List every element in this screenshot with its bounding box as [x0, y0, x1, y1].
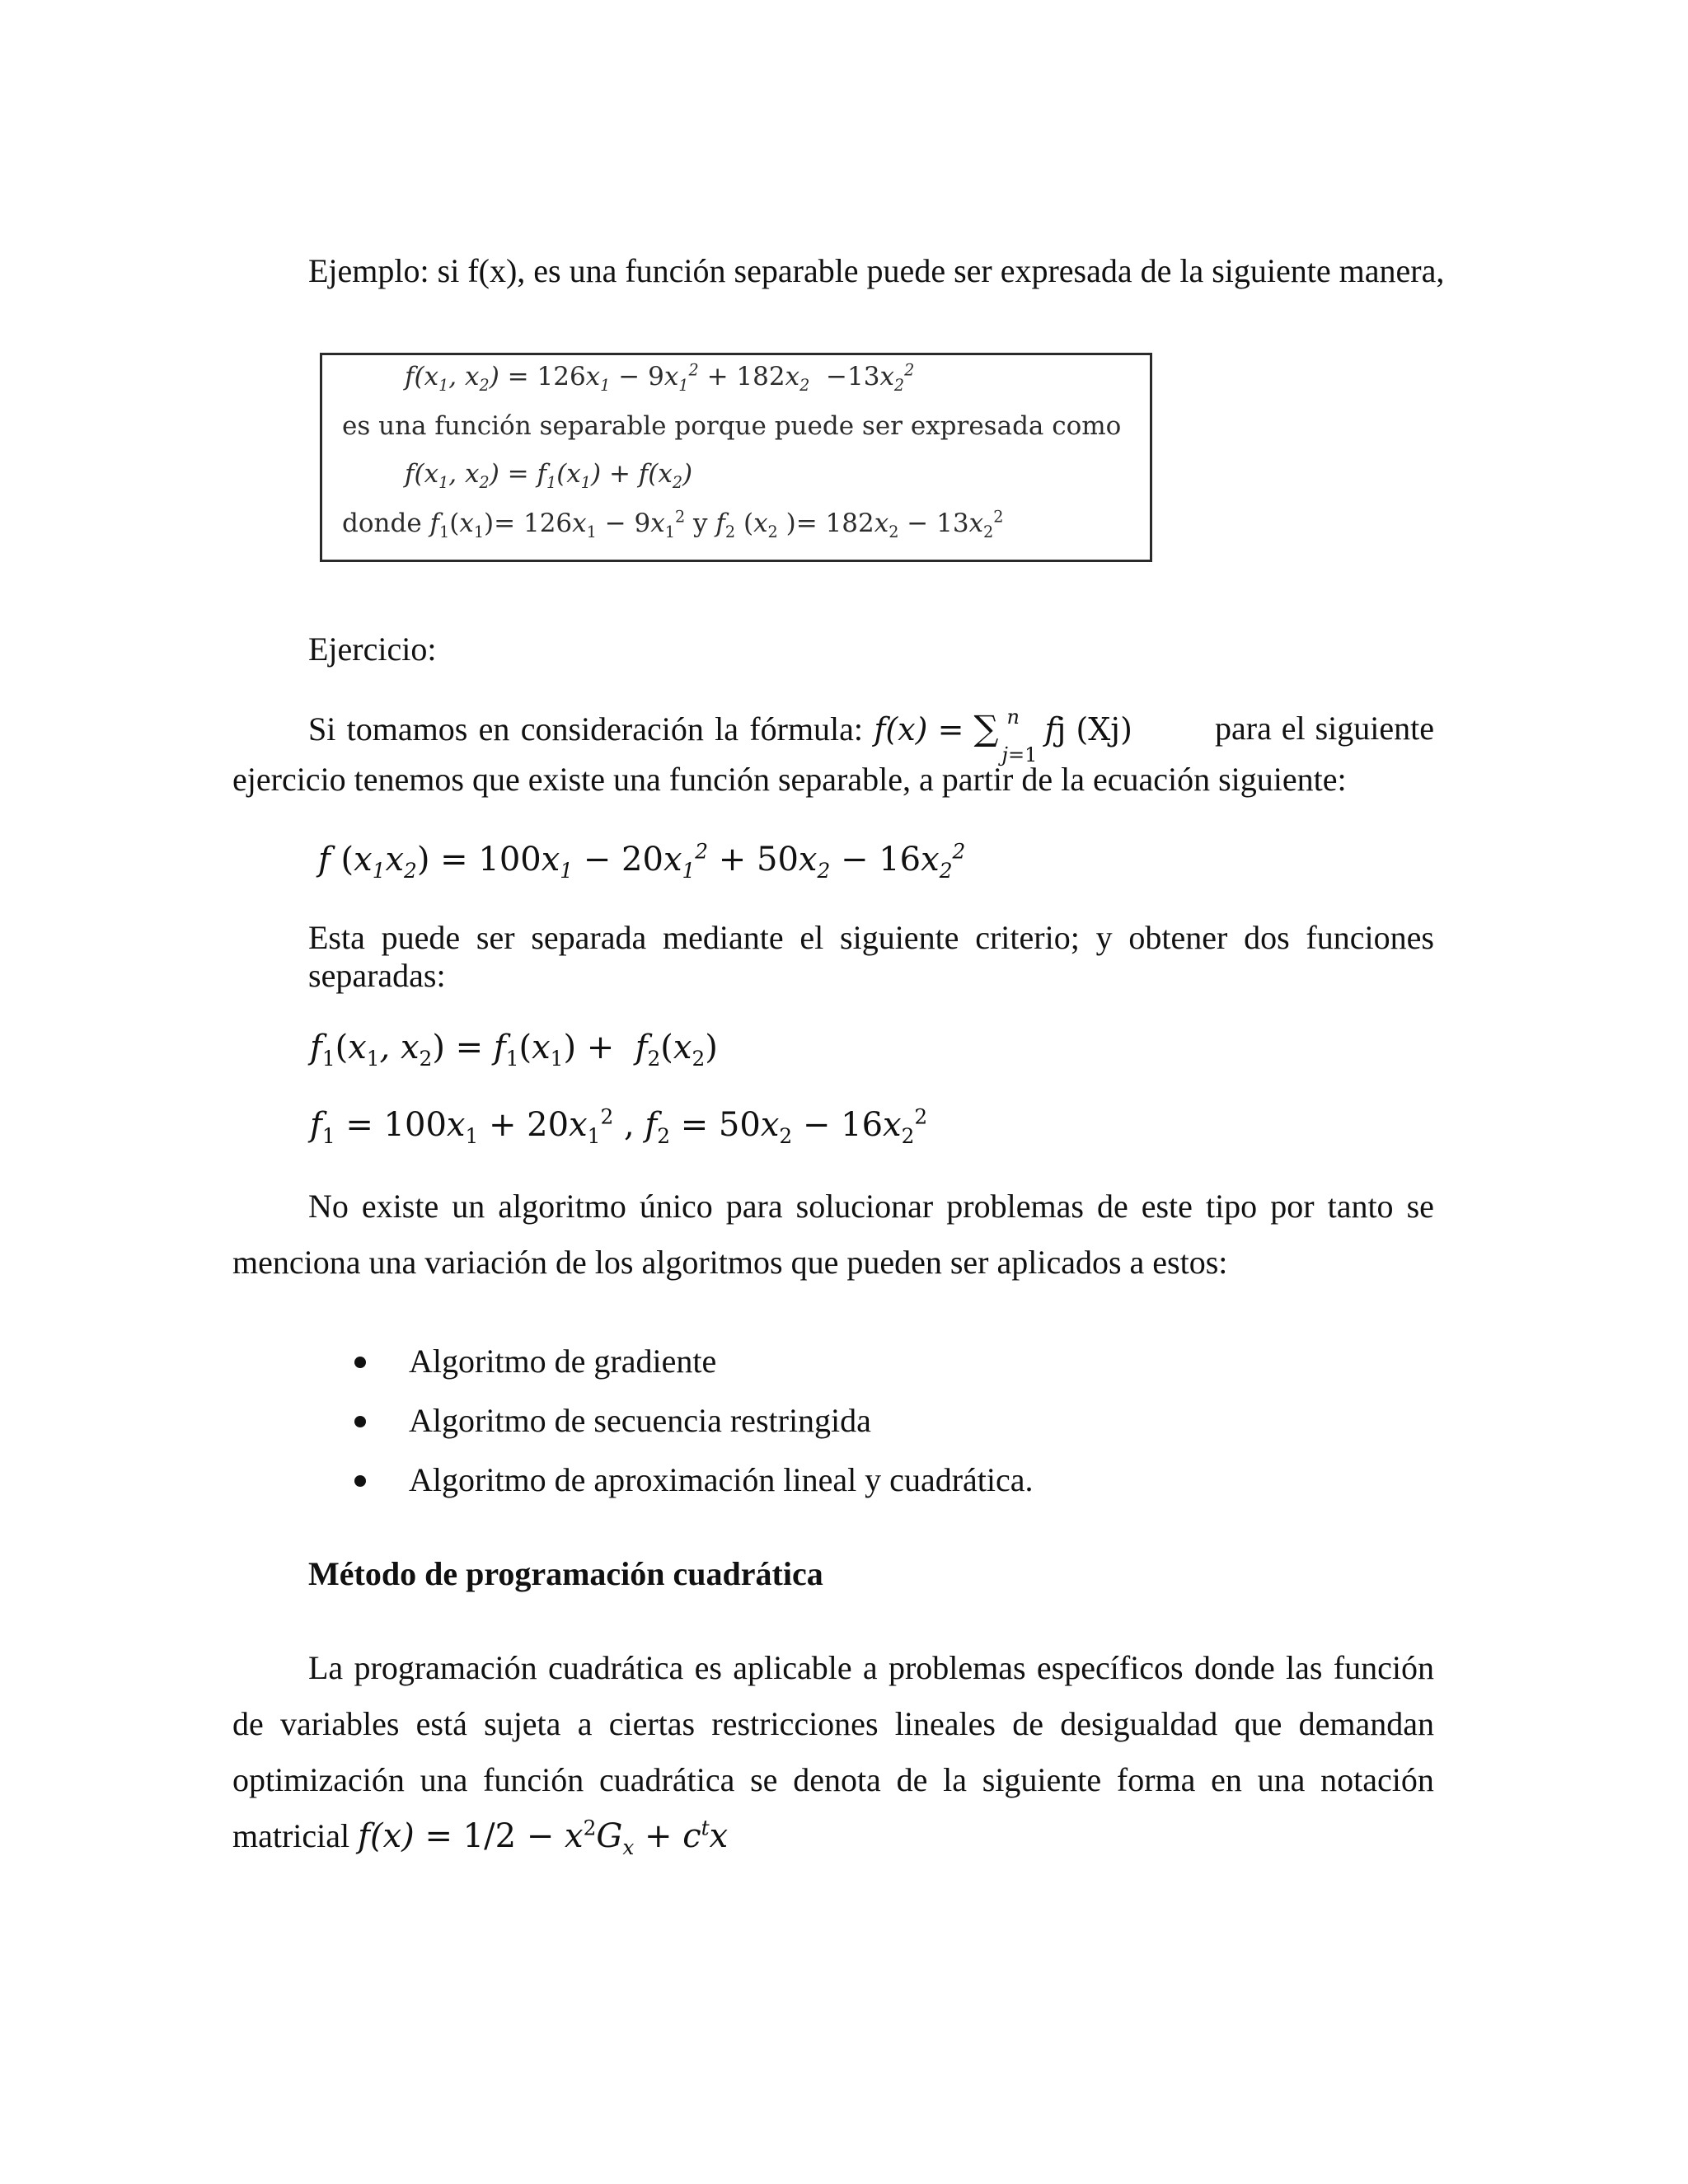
paragraph-4-line-2: de variables está sujeta a ciertas restricciones lineales de desigualdad que demandan: [232, 1705, 1434, 1742]
paragraph-1-line-1-tail: para el siguiente: [1215, 710, 1434, 747]
figure-y-label: y: [693, 509, 708, 538]
figure-text-line: es una función separable porque puede ser expresada como: [342, 411, 1122, 441]
bullet-dot: [354, 1357, 366, 1368]
quadratic-formula: $f(x) = 1/2 - x^2G_x + c^tx$: [358, 1816, 729, 1859]
paragraph-1-line-2: ejercicio tenemos que existe una función separable, a partir de la ecuación siguiente:: [232, 761, 1347, 798]
list-item: Algoritmo de aproximación lineal y cuadrática.: [409, 1461, 1034, 1498]
figure-equation-2: $f(x_1$, $x_2) = f_1(x_1) + f(x_2)$: [405, 459, 693, 493]
equation-fx1x2: f $(x_1x_2) = 100x_1 - 20x_1^2 + 50x_2 - 16x_2^2$: [318, 839, 966, 883]
figure-equation-1: $f(x_1$, $x_2) = 126x_1 - 9x_1^2 + 182x_2 -13x_2^2$: [405, 360, 915, 396]
figure-donde-label: donde: [342, 509, 422, 538]
example-figure: [320, 353, 1152, 562]
paragraph-2-line-2: separadas:: [308, 957, 446, 994]
paragraph-3-line-1: No existe un algoritmo único para solucionar problemas de este tipo por tanto se: [308, 1188, 1434, 1225]
paragraph-1-line-1: Si tomamos en consideración la fórmula: f(x) = ∑ n j=1 fj (Xj): [308, 705, 1132, 766]
paragraph-3-line-2: menciona una variación de los algoritmos que pueden ser aplicados a estos:: [232, 1244, 1228, 1281]
summation-formula: f(x) = ∑ n j=1 fj (Xj): [874, 705, 1132, 766]
figure-equation-3: donde $f_1(x_1)= 126x_1 - 9x_1^2$ y $f_2$ ($x_2$ )= $182x_2 - 13x_2^2$: [342, 507, 1004, 542]
section-heading: Método de programación cuadrática: [308, 1555, 823, 1592]
bullet-dot: [354, 1416, 366, 1427]
equation-f1-f2: $f_1 = 100x_1 + 20x_1^2$ , $f_2 = 50x_2 - 16x_2^2$: [310, 1104, 928, 1148]
list-item: Algoritmo de gradiente: [409, 1343, 717, 1380]
intro-text: Ejemplo: si f(x), es una función separable puede ser expresada de la siguiente manera,: [308, 252, 1445, 289]
paragraph-4-line-3: optimización una función cuadrática se denota de la siguiente forma en una notación: [232, 1761, 1434, 1798]
paragraph-4-line-1: La programación cuadrática es aplicable a problemas específicos donde las función: [308, 1649, 1434, 1686]
equation-f1-sum: $f_1(x_1$, $x_2) = f_1(x_1) + f_2(x_2)$: [310, 1029, 718, 1071]
list-item: Algoritmo de secuencia restringida: [409, 1402, 871, 1439]
bullet-dot: [354, 1475, 366, 1487]
paragraph-4-line-4: matricial $f(x) = 1/2 - x^2G_x + c^tx$: [232, 1816, 729, 1859]
ejercicio-heading: Ejercicio:: [308, 630, 437, 668]
paragraph-2-line-1: Esta puede ser separada mediante el siguiente criterio; y obtener dos funciones: [308, 919, 1434, 956]
